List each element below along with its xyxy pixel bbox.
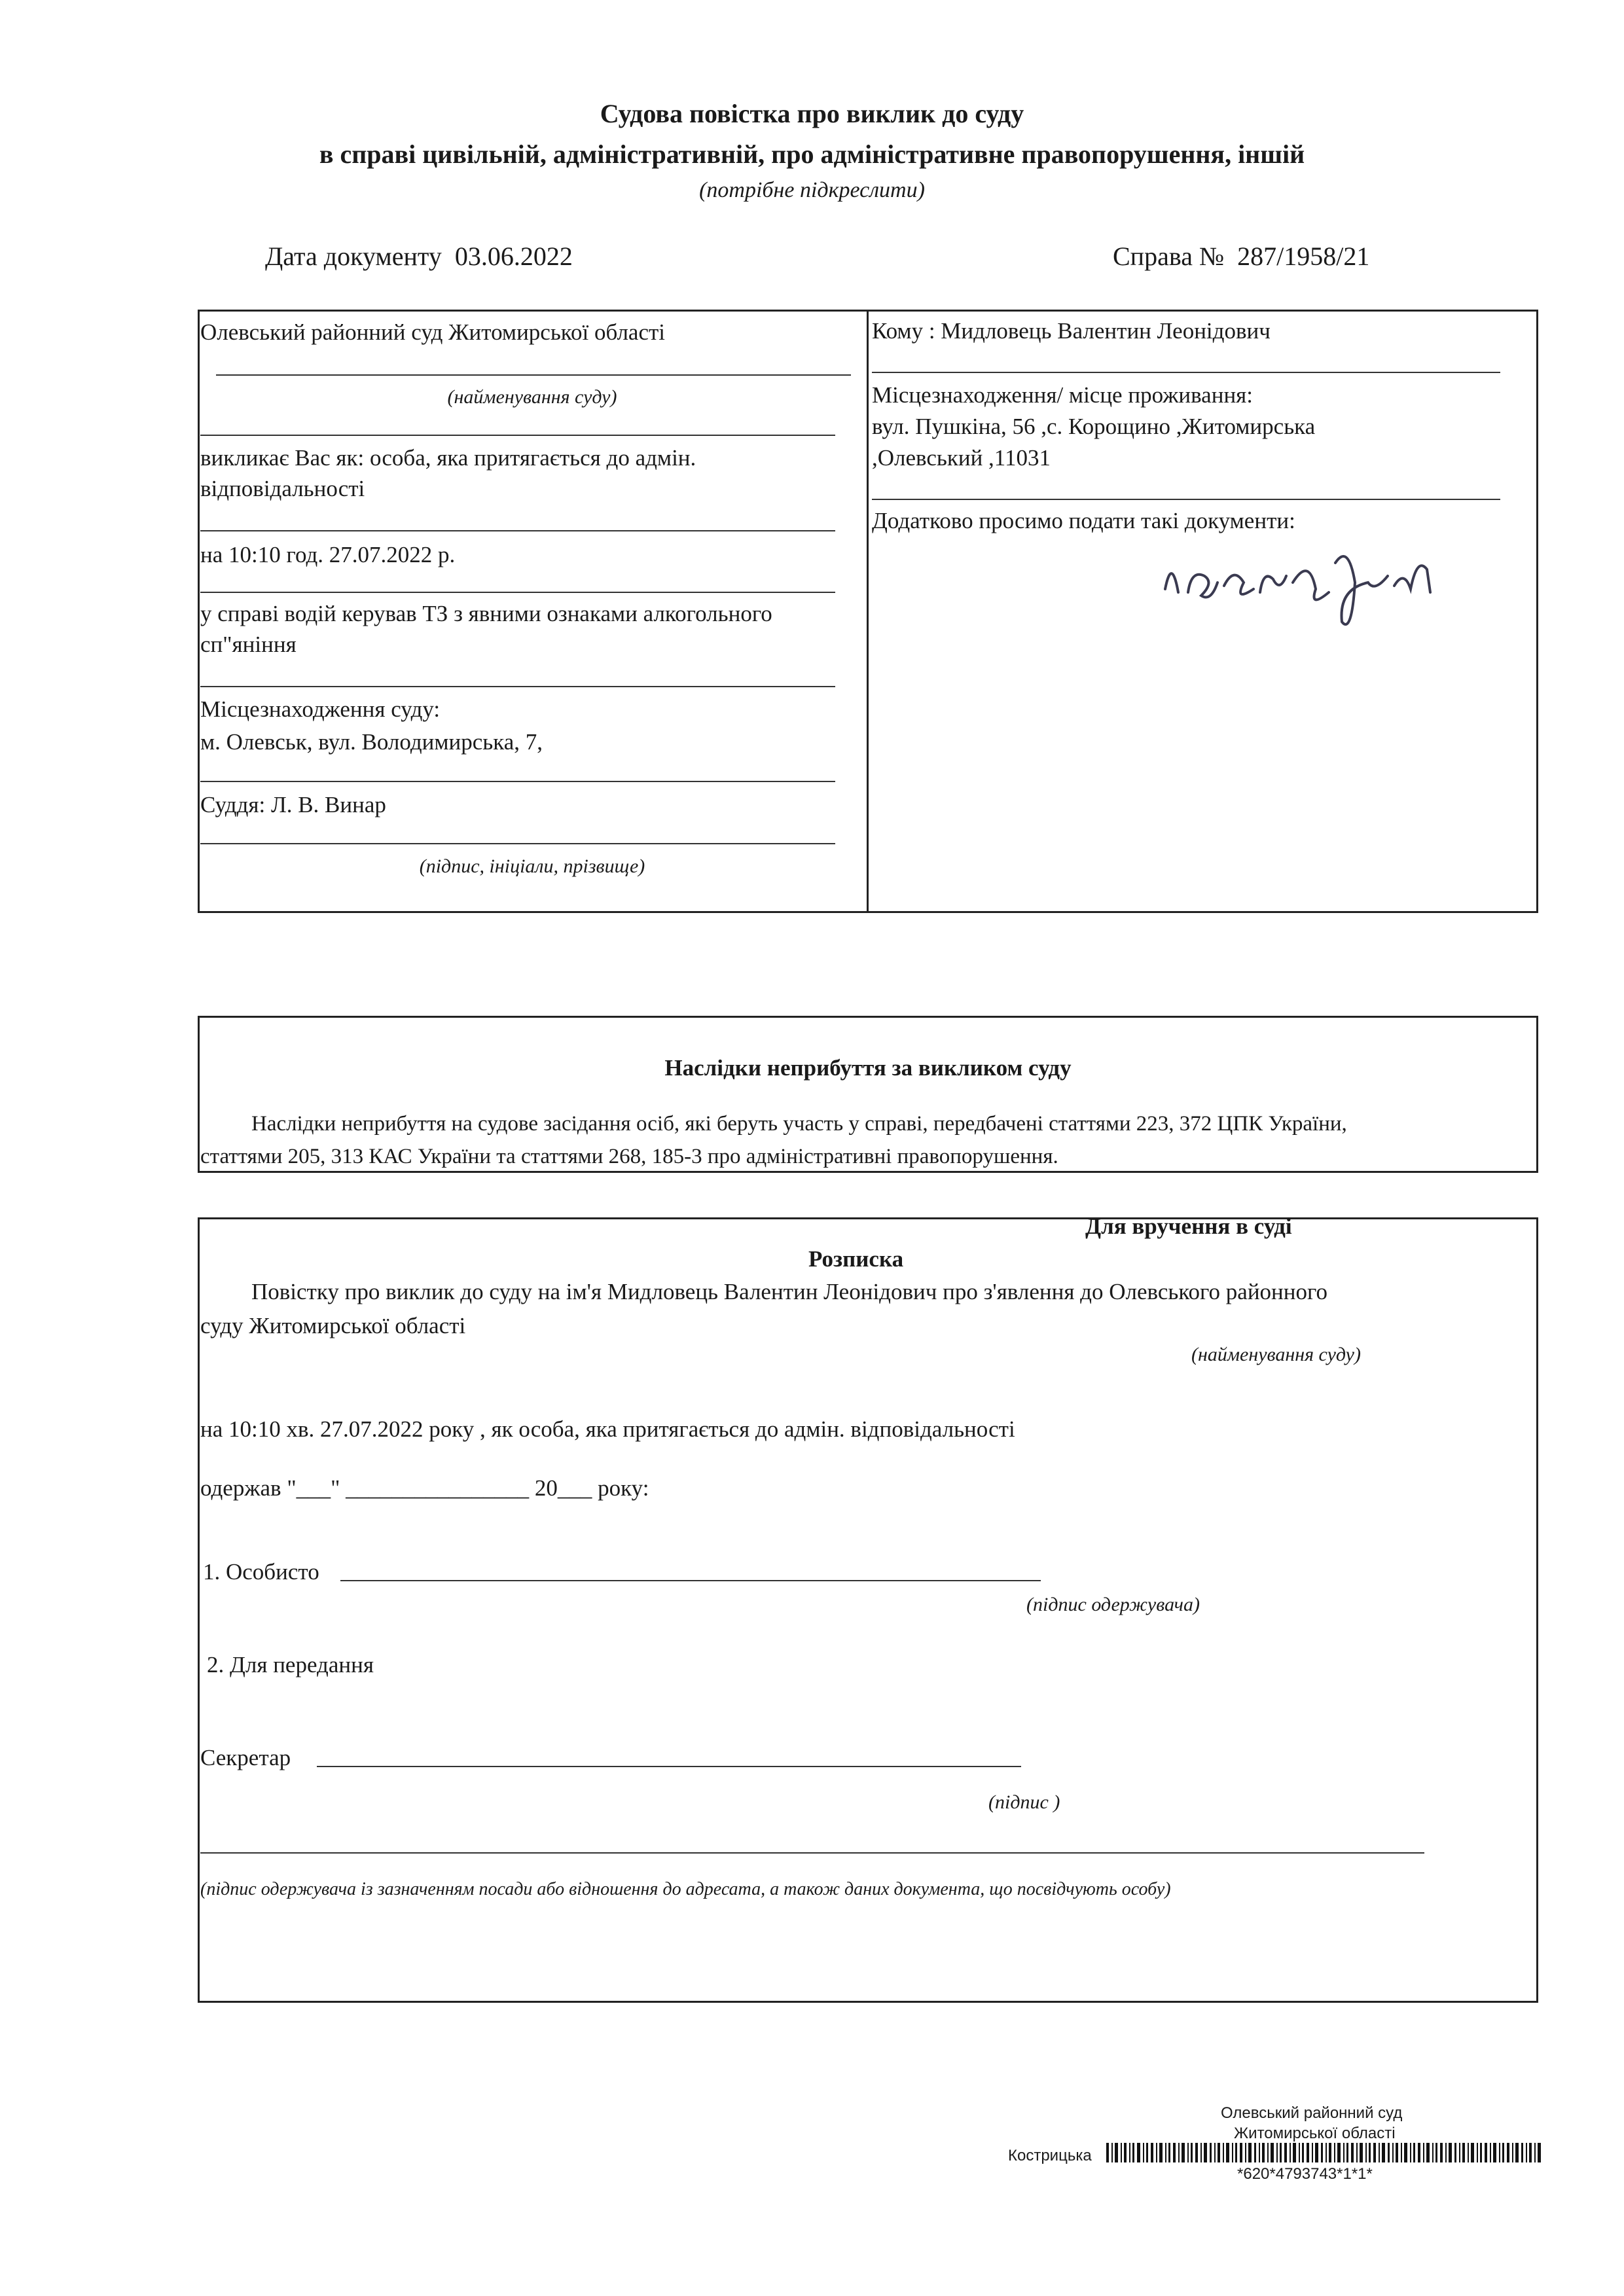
court-name: Олевський районний суд Житомирської області	[200, 319, 665, 345]
address-line-1: вул. Пушкіна, 56 ,с. Корощино ,Житомирська	[872, 414, 1316, 439]
doc-date-value: 03.06.2022	[454, 242, 573, 271]
address-label: Місцезнаходження/ місце проживання:	[872, 382, 1253, 408]
barcode-text: *620*4793743*1*1*	[1237, 2165, 1373, 2183]
receipt-footnote: (підпис одержувача із зазначенням посади або відношення до адресата, а також даних документа, що посвідчують особу)	[200, 1879, 1171, 1899]
stamp-court-line-2: Житомирської області	[1234, 2125, 1396, 2142]
address-line-2: ,Олевський ,11031	[872, 445, 1051, 471]
case-number	[1113, 239, 1369, 274]
summons-role: викликає Вас як: особа, яка притягається до адмін. відповідальності	[200, 445, 696, 502]
underline-note: (потрібне підкреслити)	[699, 178, 925, 202]
sign-caption: (підпис, ініціали, прізвище)	[419, 855, 645, 877]
receipt-court-caption: (найменування суду)	[1191, 1344, 1361, 1365]
court-location-label: Місцезнаходження суду:	[200, 696, 441, 722]
signature-line	[200, 1852, 1424, 1854]
recipient: Кому : Мидловець Валентин Леонідович	[872, 318, 1271, 344]
divider	[200, 435, 835, 436]
court-caption: (найменування суду)	[447, 386, 617, 408]
consequences-text-2: статтями 205, 313 КАС України та статтями 268, 185-3 про адміністративні правопорушення.	[200, 1145, 1058, 1168]
divider	[200, 781, 835, 782]
transfer-label: 2. Для передання	[207, 1652, 374, 1677]
hearing-time: на 10:10 год. 27.07.2022 р.	[200, 542, 456, 567]
divider	[200, 686, 835, 687]
handwriting-scribble	[1152, 530, 1453, 648]
clerk-name: Кострицька	[1008, 2147, 1092, 2164]
doc-date-label: Дата документу	[265, 242, 442, 271]
secretary-sign-caption: (підпис )	[988, 1791, 1060, 1813]
case-description: у справі водій керував ТЗ з явними ознаками алкогольного сп"яніння	[200, 601, 772, 658]
case-number-label: Справа №	[1113, 242, 1225, 271]
receipt-title: Розписка	[808, 1246, 904, 1272]
consequences-title: Наслідки неприбуття за викликом суду	[664, 1055, 1072, 1081]
case-number-value: 287/1958/21	[1237, 242, 1370, 271]
personally-label: 1. Особисто	[203, 1559, 319, 1585]
divider	[872, 499, 1500, 500]
signature-line	[317, 1766, 1021, 1767]
secretary-label: Секретар	[200, 1745, 291, 1770]
received-date: одержав "___" ________________ 20___ року:	[200, 1475, 649, 1501]
signature-line	[340, 1580, 1041, 1581]
barcode	[1106, 2143, 1542, 2162]
recipient-sign-caption: (підпис одержувача)	[1026, 1594, 1200, 1615]
doc-date	[265, 239, 573, 274]
handwritten-note	[1152, 530, 1453, 648]
divider	[200, 530, 835, 531]
extra-docs-label: Додатково просимо подати такі документи:	[872, 508, 1295, 533]
page-subtitle: в справі цивільній, адміністративній, про адміністративне правопорушення, іншій	[319, 139, 1305, 169]
receipt-line-2: суду Житомирської області	[200, 1313, 466, 1338]
page-title: Судова повістка про виклик до суду	[600, 99, 1024, 128]
stamp-court-line-1: Олевський районний суд	[1221, 2104, 1403, 2122]
divider	[200, 592, 835, 593]
judge-name: Суддя: Л. В. Винар	[200, 792, 386, 817]
for-court-label: Для вручення в суді	[1085, 1213, 1292, 1239]
receipt-time: на 10:10 хв. 27.07.2022 року , як особа, яка притягається до адмін. відповідальності	[200, 1416, 1015, 1442]
barcode-bars	[1106, 2143, 1542, 2162]
divider	[216, 374, 851, 376]
divider	[872, 372, 1500, 373]
court-location: м. Олевськ, вул. Володимирська, 7,	[200, 729, 543, 755]
divider	[200, 843, 835, 844]
receipt-line-1: Повістку про виклик до суду на ім'я Мидловець Валентин Леонідович про з'явлення до Олевського районного	[251, 1279, 1327, 1304]
consequences-text-1: Наслідки неприбуття на судове засідання осіб, які беруть участь у справі, передбачені статтями 223, 372 ЦПК України,	[251, 1112, 1347, 1136]
